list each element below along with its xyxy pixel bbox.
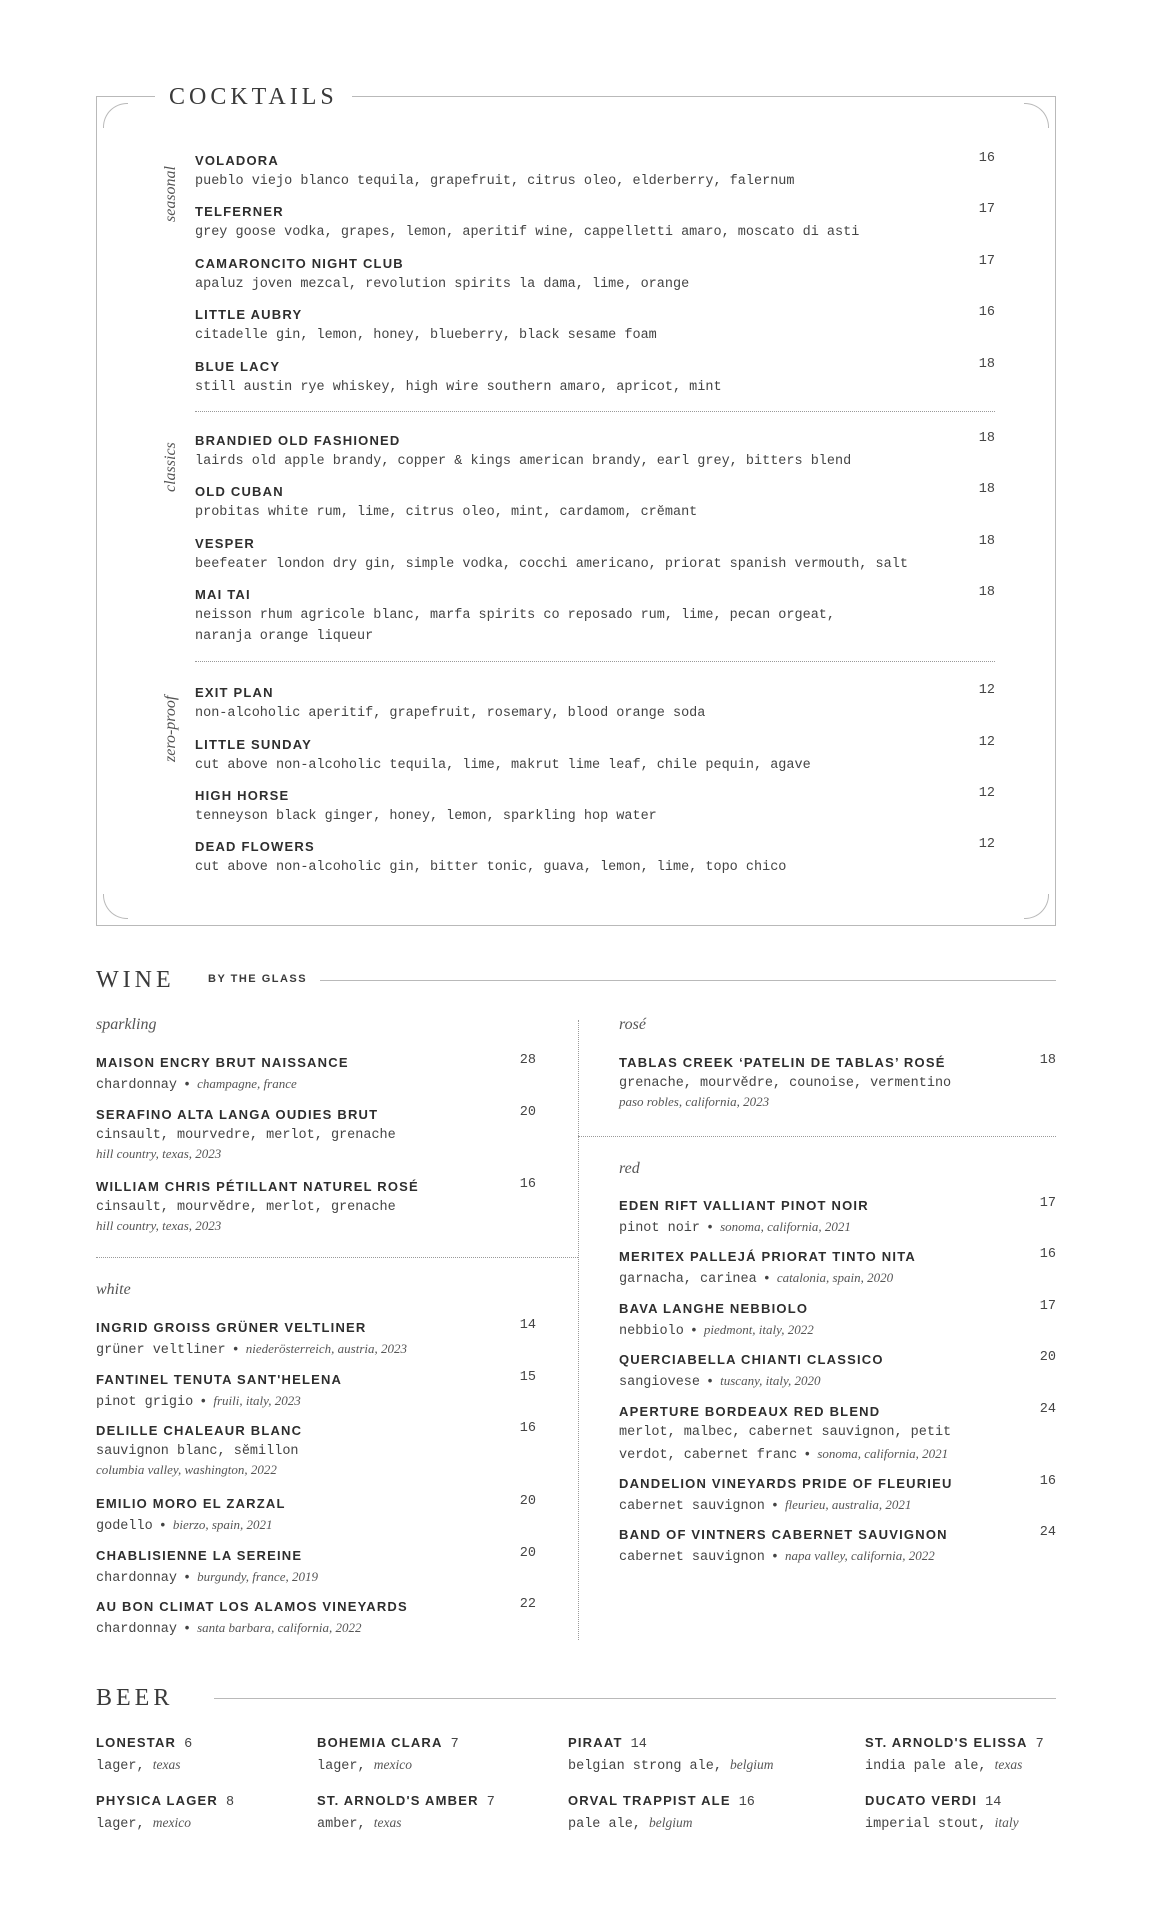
wine-origin: champagne, france <box>197 1076 297 1091</box>
beer-style: lager, <box>96 1817 145 1832</box>
wine-grape-line: pinot grigio • fruili, italy, 2023 <box>96 1393 301 1410</box>
beer-name: ST. ARNOLD'S AMBER <box>317 1793 479 1808</box>
wine-origin: bierzo, spain, 2021 <box>172 1517 273 1532</box>
cocktail-ingredients: still austin rye whiskey, high wire southern amaro, apricot, mint <box>195 380 722 395</box>
frame-corner <box>1024 894 1049 919</box>
beer-style-line <box>865 1812 1019 1836</box>
wine-origin: hill country, texas, 2023 <box>96 1146 222 1161</box>
wine-grape-line: chardonnay • champagne, france <box>96 1076 297 1093</box>
beer-heading: BEER <box>96 1685 174 1711</box>
cocktail-item <box>195 482 995 523</box>
wine-grape-line: godello • bierzo, spain, 2021 <box>96 1517 273 1534</box>
frame-corner <box>103 103 128 128</box>
cocktail-name: EXIT PLAN <box>195 685 274 700</box>
column-divider <box>578 1020 579 1640</box>
wine-grape: sangiovese <box>619 1375 701 1390</box>
wine-category-rose: rosé <box>619 1016 646 1033</box>
beer-name: ST. ARNOLD'S ELISSA <box>865 1735 1028 1750</box>
beer-price: 14 <box>630 1737 647 1752</box>
cocktail-price: 16 <box>978 151 995 166</box>
wine-grape: grüner veltliner <box>96 1343 226 1358</box>
wine-grape: pinot noir <box>619 1221 701 1236</box>
cocktail-name: OLD CUBAN <box>195 484 284 499</box>
wine-origin: columbia valley, washington, 2022 <box>96 1462 277 1477</box>
beer-style-line <box>96 1812 234 1836</box>
cocktail-ingredients: probitas white rum, lime, citrus oleo, mint, cardamom, crĕmant <box>195 505 698 520</box>
cocktail-ingredients: lairds old apple brandy, copper & kings american brandy, earl grey, bitters blend <box>195 454 852 469</box>
beer-item <box>317 1792 495 1836</box>
beer-name: DUCATO VERDI <box>865 1793 978 1808</box>
cocktail-item <box>195 534 995 575</box>
beer-item <box>865 1792 1019 1836</box>
beer-style-line <box>865 1754 1044 1778</box>
section-divider <box>195 661 995 662</box>
wine-price: 18 <box>1039 1053 1056 1068</box>
wine-price: 24 <box>1039 1402 1056 1417</box>
wine-grape: cinsault, mourvedre, merlot, grenache <box>96 1128 396 1143</box>
wine-price: 16 <box>1039 1474 1056 1489</box>
beer-price: 6 <box>184 1737 193 1752</box>
wine-name: EDEN RIFT VALLIANT PINOT NOIR <box>619 1198 869 1213</box>
beer-style: pale ale, <box>568 1817 641 1832</box>
wine-price: 16 <box>1039 1247 1056 1262</box>
section-divider <box>96 1257 578 1258</box>
wine-name: MAISON ENCRY BRUT NAISSANCE <box>96 1055 349 1070</box>
wine-name: BAVA LANGHE NEBBIOLO <box>619 1301 809 1316</box>
beer-name: PIRAAT <box>568 1735 623 1750</box>
beer-style-line <box>568 1754 774 1778</box>
wine-grape: merlot, malbec, cabernet sauvignon, petit <box>619 1425 952 1440</box>
wine-grape: grenache, mourvĕdre, counoise, vermentino <box>619 1076 952 1091</box>
wine-price: 20 <box>519 1105 536 1120</box>
wine-item <box>619 1525 1056 1568</box>
wine-item <box>96 1053 536 1096</box>
wine-grape: chardonnay <box>96 1571 178 1586</box>
wine-name: INGRID GROISS GRÜNER VELTLINER <box>96 1320 367 1335</box>
wine-item <box>619 1350 1056 1393</box>
wine-item <box>96 1494 536 1537</box>
wine-category-sparkling: sparkling <box>96 1016 157 1033</box>
wine-grape: cabernet sauvignon <box>619 1550 765 1565</box>
wine-item <box>619 1053 1056 1110</box>
wine-name: QUERCIABELLA CHIANTI CLASSICO <box>619 1352 884 1367</box>
wine-grape-line: chardonnay • santa barbara, california, 2022 <box>96 1620 362 1637</box>
beer-style-line <box>568 1812 755 1836</box>
wine-origin: sonoma, california, 2021 <box>720 1219 851 1234</box>
beer-origin: mexico <box>152 1815 191 1830</box>
beer-style: lager, <box>96 1759 145 1774</box>
beer-price: 16 <box>738 1795 755 1810</box>
wine-name: DELILLE CHALEAUR BLANC <box>96 1423 303 1438</box>
wine-price: 16 <box>519 1177 536 1192</box>
cocktail-price: 12 <box>978 683 995 698</box>
wine-grape-continued: verdot, cabernet franc <box>619 1448 798 1463</box>
wine-category-white: white <box>96 1281 131 1298</box>
cocktail-ingredients: cut above non-alcoholic tequila, lime, makrut lime leaf, chile pequin, agave <box>195 758 811 773</box>
wine-price: 16 <box>519 1421 536 1436</box>
wine-grape-line: grüner veltliner • niederösterreich, austria, 2023 <box>96 1341 408 1358</box>
cocktail-item <box>195 431 995 472</box>
wine-origin: fleurieu, australia, 2021 <box>784 1497 912 1512</box>
wine-subheading: BY THE GLASS <box>208 973 308 985</box>
beer-name: BOHEMIA CLARA <box>317 1735 443 1750</box>
beer-name: ORVAL TRAPPIST ALE <box>568 1793 731 1808</box>
wine-grape-line: pinot noir • sonoma, california, 2021 <box>619 1219 851 1236</box>
section-label-seasonal: seasonal <box>162 166 179 222</box>
wine-grape: garnacha, carinea <box>619 1272 757 1287</box>
beer-origin: mexico <box>373 1757 412 1772</box>
cocktail-ingredients: non-alcoholic aperitif, grapefruit, rosemary, blood orange soda <box>195 706 706 721</box>
wine-name: EMILIO MORO EL ZARZAL <box>96 1496 286 1511</box>
wine-grape: chardonnay <box>96 1078 178 1093</box>
frame-corner <box>1024 103 1049 128</box>
wine-origin: santa barbara, california, 2022 <box>197 1620 362 1635</box>
beer-style-line <box>96 1754 192 1778</box>
cocktail-item <box>195 837 995 878</box>
wine-grape-line: sangiovese • tuscany, italy, 2020 <box>619 1373 821 1390</box>
wine-grape: sauvignon blanc, sĕmillon <box>96 1444 299 1459</box>
wine-grape: chardonnay <box>96 1622 178 1637</box>
wine-item <box>96 1177 536 1234</box>
beer-item <box>865 1734 1044 1778</box>
beer-name: LONESTAR <box>96 1735 177 1750</box>
wine-origin: catalonia, spain, 2020 <box>776 1270 894 1285</box>
wine-item <box>619 1402 1056 1466</box>
cocktail-ingredients-continued: naranja orange liqueur <box>195 629 374 644</box>
cocktail-price: 18 <box>978 357 995 372</box>
wine-grape: godello <box>96 1519 153 1534</box>
beer-origin: belgium <box>730 1757 774 1772</box>
wine-item <box>96 1597 536 1640</box>
wine-price: 14 <box>519 1318 536 1333</box>
cocktail-ingredients: beefeater london dry gin, simple vodka, cocchi americano, priorat spanish vermouth, salt <box>195 557 908 572</box>
wine-item <box>619 1299 1056 1342</box>
beer-rule <box>214 1698 1056 1699</box>
wine-item <box>619 1474 1056 1517</box>
cocktail-price: 18 <box>978 482 995 497</box>
beer-style-line <box>317 1754 459 1778</box>
beer-origin: texas <box>373 1815 402 1830</box>
wine-grape-line: cabernet sauvignon • fleurieu, australia, 2021 <box>619 1497 912 1514</box>
wine-grape: cabernet sauvignon <box>619 1499 765 1514</box>
wine-price: 20 <box>1039 1350 1056 1365</box>
cocktail-price: 12 <box>978 837 995 852</box>
section-divider <box>578 1136 1056 1137</box>
wine-item <box>96 1421 536 1478</box>
wine-name: WILLIAM CHRIS PÉTILLANT NATUREL ROSÉ <box>96 1179 419 1194</box>
wine-origin: napa valley, california, 2022 <box>784 1548 935 1563</box>
wine-item <box>96 1318 536 1361</box>
wine-grape: nebbiolo <box>619 1324 684 1339</box>
cocktail-item <box>195 735 995 776</box>
wine-name: CHABLISIENNE LA SEREINE <box>96 1548 303 1563</box>
cocktail-name: HIGH HORSE <box>195 788 290 803</box>
wine-grape-line: nebbiolo • piedmont, italy, 2022 <box>619 1322 814 1339</box>
wine-price: 28 <box>519 1053 536 1068</box>
wine-grape-line: cabernet sauvignon • napa valley, california, 2022 <box>619 1548 935 1565</box>
beer-style: india pale ale, <box>865 1759 987 1774</box>
wine-price: 20 <box>519 1494 536 1509</box>
cocktail-price: 16 <box>978 305 995 320</box>
wine-price: 15 <box>519 1370 536 1385</box>
cocktail-item <box>195 305 995 346</box>
cocktail-name: VOLADORA <box>195 153 279 168</box>
cocktail-name: LITTLE AUBRY <box>195 307 303 322</box>
cocktail-name: DEAD FLOWERS <box>195 839 315 854</box>
cocktail-item <box>195 357 995 398</box>
beer-style: belgian strong ale, <box>568 1759 722 1774</box>
cocktail-name: MAI TAI <box>195 587 251 602</box>
beer-style: lager, <box>317 1759 366 1774</box>
cocktail-price: 18 <box>978 534 995 549</box>
section-label-classics: classics <box>162 442 179 492</box>
wine-origin: sonoma, california, 2021 <box>817 1446 949 1461</box>
beer-item <box>568 1734 774 1778</box>
beer-price: 14 <box>985 1795 1002 1810</box>
wine-name: MERITEX PALLEJÁ PRIORAT TINTO NITA <box>619 1249 916 1264</box>
beer-origin: texas <box>994 1757 1023 1772</box>
beer-item <box>317 1734 459 1778</box>
cocktail-ingredients: pueblo viejo blanco tequila, grapefruit, citrus oleo, elderberry, falernum <box>195 174 795 189</box>
wine-name: APERTURE BORDEAUX RED BLEND <box>619 1404 881 1419</box>
cocktail-price: 17 <box>978 202 995 217</box>
wine-item <box>96 1546 536 1589</box>
wine-grape: cinsault, mourvĕdre, merlot, grenache <box>96 1200 396 1215</box>
cocktail-ingredients: grey goose vodka, grapes, lemon, aperitif wine, cappelletti amaro, moscato di asti <box>195 225 860 240</box>
cocktail-price: 12 <box>978 786 995 801</box>
wine-origin: tuscany, italy, 2020 <box>720 1373 821 1388</box>
wine-origin: fruili, italy, 2023 <box>213 1393 301 1408</box>
cocktail-price: 18 <box>978 431 995 446</box>
cocktail-price: 12 <box>978 735 995 750</box>
beer-item <box>568 1792 755 1836</box>
wine-grape: pinot grigio <box>96 1395 194 1410</box>
wine-origin: burgundy, france, 2019 <box>197 1569 318 1584</box>
beer-style: imperial stout, <box>865 1817 987 1832</box>
cocktail-ingredients: apaluz joven mezcal, revolution spirits la dama, lime, orange <box>195 277 690 292</box>
section-label-zero-proof: zero-proof <box>162 695 179 762</box>
wine-name: AU BON CLIMAT LOS ALAMOS VINEYARDS <box>96 1599 408 1614</box>
cocktail-price: 18 <box>978 585 995 600</box>
cocktail-item <box>195 151 995 192</box>
beer-price: 8 <box>226 1795 235 1810</box>
wine-price: 20 <box>519 1546 536 1561</box>
wine-item <box>96 1105 536 1162</box>
wine-heading: WINE <box>96 967 175 993</box>
wine-item <box>96 1370 536 1413</box>
wine-origin: paso robles, california, 2023 <box>619 1094 770 1109</box>
cocktail-name: BLUE LACY <box>195 359 281 374</box>
wine-origin: niederösterreich, austria, 2023 <box>245 1341 408 1356</box>
wine-category-red: red <box>619 1160 640 1177</box>
cocktail-name: VESPER <box>195 536 255 551</box>
cocktail-ingredients: citadelle gin, lemon, honey, blueberry, black sesame foam <box>195 328 657 343</box>
beer-price: 7 <box>1035 1737 1044 1752</box>
wine-price: 24 <box>1039 1525 1056 1540</box>
beer-name: PHYSICA LAGER <box>96 1793 219 1808</box>
beer-style-line <box>317 1812 495 1836</box>
beer-origin: belgium <box>649 1815 693 1830</box>
cocktail-ingredients: neisson rhum agricole blanc, marfa spirits co reposado rum, lime, pecan orgeat, <box>195 608 836 623</box>
wine-rule <box>320 980 1056 981</box>
cocktail-name: CAMARONCITO NIGHT CLUB <box>195 256 404 271</box>
wine-origin: piedmont, italy, 2022 <box>703 1322 814 1337</box>
cocktails-heading: COCKTAILS <box>155 83 352 111</box>
beer-origin: texas <box>152 1757 181 1772</box>
frame-corner <box>103 894 128 919</box>
wine-grape-line: garnacha, carinea • catalonia, spain, 2020 <box>619 1270 894 1287</box>
beer-origin: italy <box>994 1815 1019 1830</box>
cocktail-item <box>195 786 995 827</box>
cocktail-ingredients: tenneyson black ginger, honey, lemon, sparkling hop water <box>195 809 657 824</box>
section-divider <box>195 411 995 412</box>
cocktail-item <box>195 202 995 243</box>
wine-name: DANDELION VINEYARDS PRIDE OF FLEURIEU <box>619 1476 953 1491</box>
cocktail-item <box>195 254 995 295</box>
wine-price: 17 <box>1039 1196 1056 1211</box>
cocktail-name: TELFERNER <box>195 204 284 219</box>
wine-price: 17 <box>1039 1299 1056 1314</box>
wine-name: FANTINEL TENUTA SANT'HELENA <box>96 1372 343 1387</box>
cocktail-name: BRANDIED OLD FASHIONED <box>195 433 401 448</box>
beer-item <box>96 1734 192 1778</box>
cocktail-price: 17 <box>978 254 995 269</box>
wine-grape-line: chardonnay • burgundy, france, 2019 <box>96 1569 318 1586</box>
cocktail-item <box>195 683 995 724</box>
wine-item <box>619 1196 1056 1239</box>
beer-item <box>96 1792 234 1836</box>
wine-origin: hill country, texas, 2023 <box>96 1218 222 1233</box>
beer-price: 7 <box>486 1795 495 1810</box>
wine-name: SERAFINO ALTA LANGA OUDIES BRUT <box>96 1107 379 1122</box>
wine-price: 22 <box>519 1597 536 1612</box>
beer-style: amber, <box>317 1817 366 1832</box>
cocktail-name: LITTLE SUNDAY <box>195 737 312 752</box>
cocktail-item <box>195 585 995 647</box>
wine-name: TABLAS CREEK ‘PATELIN DE TABLAS’ ROSÉ <box>619 1055 946 1070</box>
wine-grape-line: verdot, cabernet franc • sonoma, california, 2021 <box>619 1446 949 1463</box>
wine-name: BAND OF VINTNERS CABERNET SAUVIGNON <box>619 1527 948 1542</box>
cocktail-ingredients: cut above non-alcoholic gin, bitter tonic, guava, lemon, lime, topo chico <box>195 860 787 875</box>
beer-price: 7 <box>450 1737 459 1752</box>
wine-item <box>619 1247 1056 1290</box>
